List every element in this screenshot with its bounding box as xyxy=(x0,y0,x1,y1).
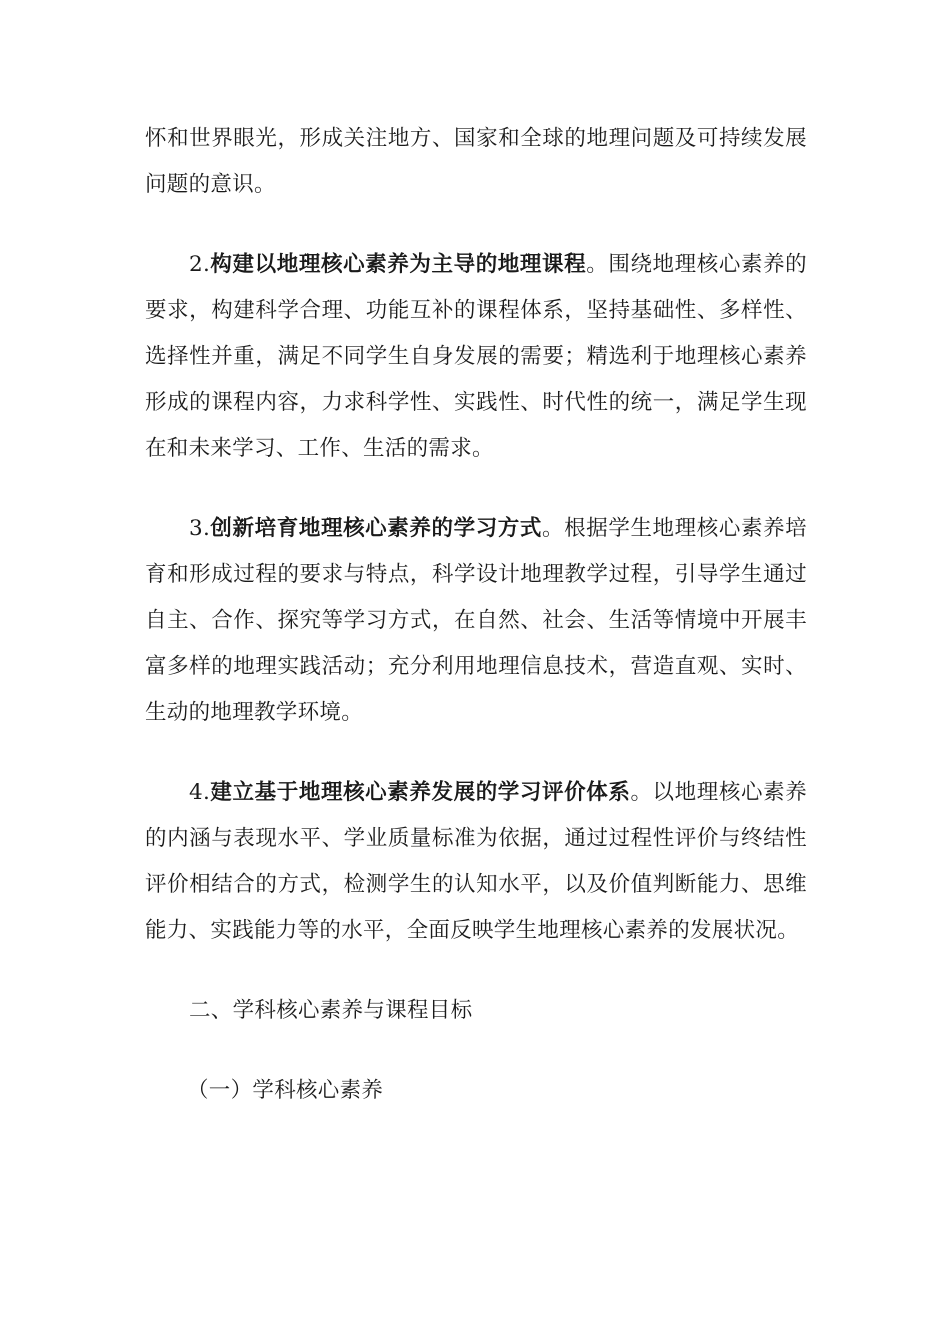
item-title-3: 创新培育地理核心素养的学习方式 xyxy=(210,516,543,541)
intro-paragraph-tail: 怀和世界眼光，形成关注地方、国家和全球的地理问题及可持续发展问题的意识。 xyxy=(145,126,807,197)
section-heading: 二、学科核心素养与课程目标 xyxy=(189,998,473,1023)
item-title-2: 构建以地理核心素养为主导的地理课程 xyxy=(210,252,587,277)
subsection-heading: （一）学科核心素养 xyxy=(187,1078,384,1103)
item-body-3: 。根据学生地理核心素养培育和形成过程的要求与特点，科学设计地理教学过程，引导学生通过自主、合作、探究等学习方式，在自然、社会、生活等情境中开展丰富多样的地理实践活动；充分利用地理信息技术，营造直观、实时、生动的地理教学环境。 xyxy=(145,516,807,725)
item-paragraph-4 xyxy=(145,770,807,954)
document-page xyxy=(145,116,807,1114)
item-title-4: 建立基于地理核心素养发展的学习评价体系 xyxy=(210,780,631,805)
item-body-4: 。以地理核心素养的内涵与表现水平、学业质量标准为依据，通过过程性评价与终结性评价相结合的方式，检测学生的认知水平，以及价值判断能力、思维能力、实践能力等的水平，全面反映学生地理核心素养的发展状况。 xyxy=(145,780,807,943)
item-body-2: 。围绕地理核心素养的要求，构建科学合理、功能互补的课程体系，坚持基础性、多样性、选择性并重，满足不同学生自身发展的需要；精选利于地理核心素养形成的课程内容，力求科学性、实践性、时代性的统一，满足学生现在和未来学习、工作、生活的需求。 xyxy=(145,252,807,461)
item-number-2: 2. xyxy=(189,252,211,277)
item-paragraph-3 xyxy=(145,506,807,736)
item-number-4: 4. xyxy=(189,780,211,805)
item-paragraph-2 xyxy=(145,242,807,472)
item-number-3: 3. xyxy=(189,516,211,541)
